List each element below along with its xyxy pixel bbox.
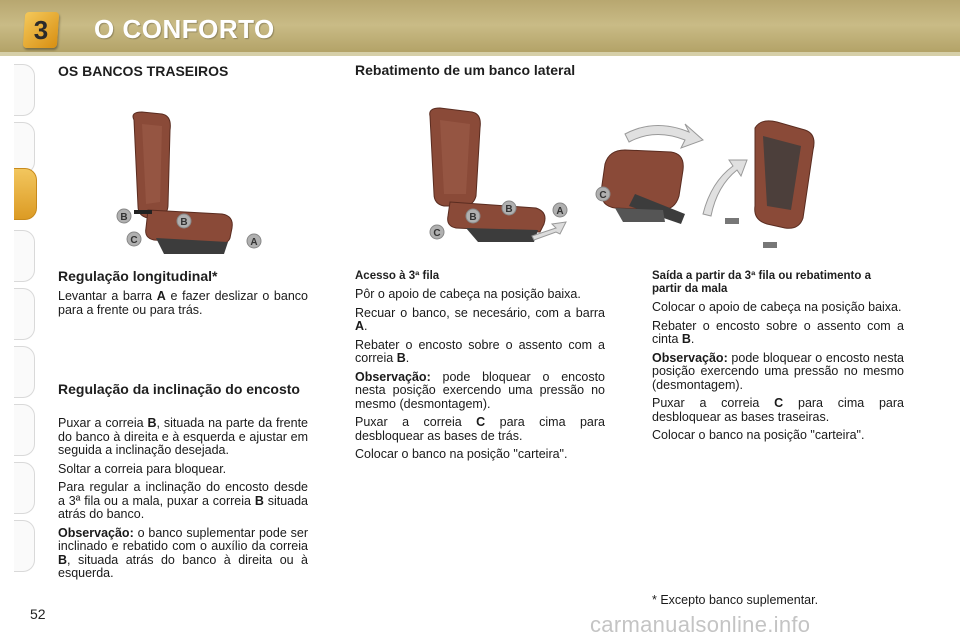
subtitle-third-row-exit: Saída a partir da 3ª fila ou rebatimento a partir da mala xyxy=(652,270,871,295)
chapter-tab-1[interactable] xyxy=(14,64,35,116)
exit-paragraph-5: Colocar o banco na posição "carteira". xyxy=(652,428,865,442)
seat-folding-illustration-2 xyxy=(585,114,835,254)
subtitle-third-row-access: Acesso à 3ª fila xyxy=(355,270,440,282)
exit-paragraph-1: Colocar o apoio de cabeça na posição baixa. xyxy=(652,300,902,314)
label-B-1 xyxy=(466,209,480,223)
exit-paragraph-2: Rebater o encosto sobre o assento com a cinta B. xyxy=(652,318,904,346)
inclination-paragraph-4: Observação: o banco suplementar pode ser inclinado e rebatido com o auxílio da correia B, situada atrás do banco à direita ou à esquerda. xyxy=(58,525,308,580)
section-title-rear-seats: OS BANCOS TRASEIROS xyxy=(58,63,229,79)
chapter-tab-9[interactable] xyxy=(14,520,35,572)
svg-text:B: B xyxy=(120,212,128,223)
page-number: 52 xyxy=(30,606,46,622)
svg-text:C: C xyxy=(599,190,607,201)
inclination-paragraph-1: Puxar a correia B, situada na parte da frente do banco à direita e à esquerda e ajustar em seguida a inclinação desejada. xyxy=(58,416,308,457)
header-rule xyxy=(0,52,960,56)
chapter-number: 3 xyxy=(33,15,49,45)
inclination-text xyxy=(58,417,308,586)
access-paragraph-3: Rebater o encosto sobre o assento com a correia B. xyxy=(355,337,605,365)
svg-text:B: B xyxy=(469,212,477,223)
key-B: B xyxy=(147,416,157,430)
inclination-paragraph-3: Para regular a inclinação do encosto desde a 3ª fila ou a mala, puxar a correia B situada atrás do banco. xyxy=(58,480,308,521)
note-label: Observação: xyxy=(58,525,134,540)
key-C: C xyxy=(476,415,486,429)
svg-text:B: B xyxy=(180,217,188,228)
key-B: B xyxy=(58,552,68,567)
label-C-2 xyxy=(596,187,610,201)
key-A: A xyxy=(355,319,365,333)
label-B-2 xyxy=(502,201,516,215)
label-B-left xyxy=(117,209,131,223)
chapter-title: O CONFORTO xyxy=(94,14,275,44)
longitudinal-paragraph-1: Levantar a barra A e fazer deslizar o banco para a frente ou para trás. xyxy=(58,289,308,317)
seat-folding-illustration-1 xyxy=(410,104,580,254)
key-A: A xyxy=(156,289,166,303)
access-paragraph-6: Colocar o banco na posição "carteira". xyxy=(355,447,568,461)
svg-text:B: B xyxy=(505,204,513,215)
svg-text:C: C xyxy=(433,228,441,239)
chapter-tab-2[interactable] xyxy=(14,122,35,174)
third-row-exit-text xyxy=(652,301,904,448)
chapter-tab-4[interactable] xyxy=(14,230,35,282)
label-B-right xyxy=(177,214,191,228)
note-label: Observação: xyxy=(652,350,728,365)
key-B: B xyxy=(396,351,406,365)
key-B: B xyxy=(681,332,691,346)
svg-text:A: A xyxy=(556,206,564,217)
svg-text:A: A xyxy=(250,237,258,248)
watermark-text: carmanualsonline.info xyxy=(590,612,811,637)
longitudinal-text xyxy=(58,290,308,322)
key-C: C xyxy=(774,396,784,410)
label-C xyxy=(127,232,141,246)
chapter-tab-5[interactable] xyxy=(14,288,35,340)
section-title-folding: Rebatimento de um banco lateral xyxy=(355,62,576,78)
label-A-1 xyxy=(553,203,567,217)
note-label: Observação: xyxy=(355,369,431,384)
chapter-tabs xyxy=(14,64,36,584)
subtitle-longitudinal: Regulação longitudinal* xyxy=(58,268,218,284)
access-paragraph-2: Recuar o banco, se necesário, com a barra A. xyxy=(355,305,605,333)
label-C-1 xyxy=(430,225,444,239)
access-paragraph-5: Puxar a correia C para cima para desbloquear as bases de trás. xyxy=(355,415,605,443)
subtitle-inclination: Regulação da inclinação do encosto xyxy=(58,381,300,397)
chapter-tab-7[interactable] xyxy=(14,404,35,456)
footnote: * Excepto banco suplementar. xyxy=(652,593,819,607)
access-paragraph-1: Pôr o apoio de cabeça na posição baixa. xyxy=(355,287,581,301)
access-paragraph-4: Observação: pode bloquear o encosto nesta posição exercendo uma pressão no mesmo (desmontagem). xyxy=(355,369,605,411)
chapter-tab-8[interactable] xyxy=(14,462,35,514)
third-row-access-text xyxy=(355,288,605,467)
seat-adjust-illustration xyxy=(104,110,274,260)
label-A xyxy=(247,234,261,248)
chapter-number-badge xyxy=(23,12,60,48)
exit-paragraph-3: Observação: pode bloquear o encosto nesta posição exercendo uma pressão no mesmo (desmontagem). xyxy=(652,350,904,392)
chapter-tab-6[interactable] xyxy=(14,346,35,398)
chapter-tab-3-active[interactable] xyxy=(14,168,37,220)
key-B: B xyxy=(254,493,264,508)
svg-text:C: C xyxy=(130,235,138,246)
inclination-paragraph-2: Soltar a correia para bloquear. xyxy=(58,461,227,476)
exit-paragraph-4: Puxar a correia C para cima para desbloquear as bases traseiras. xyxy=(652,396,904,424)
